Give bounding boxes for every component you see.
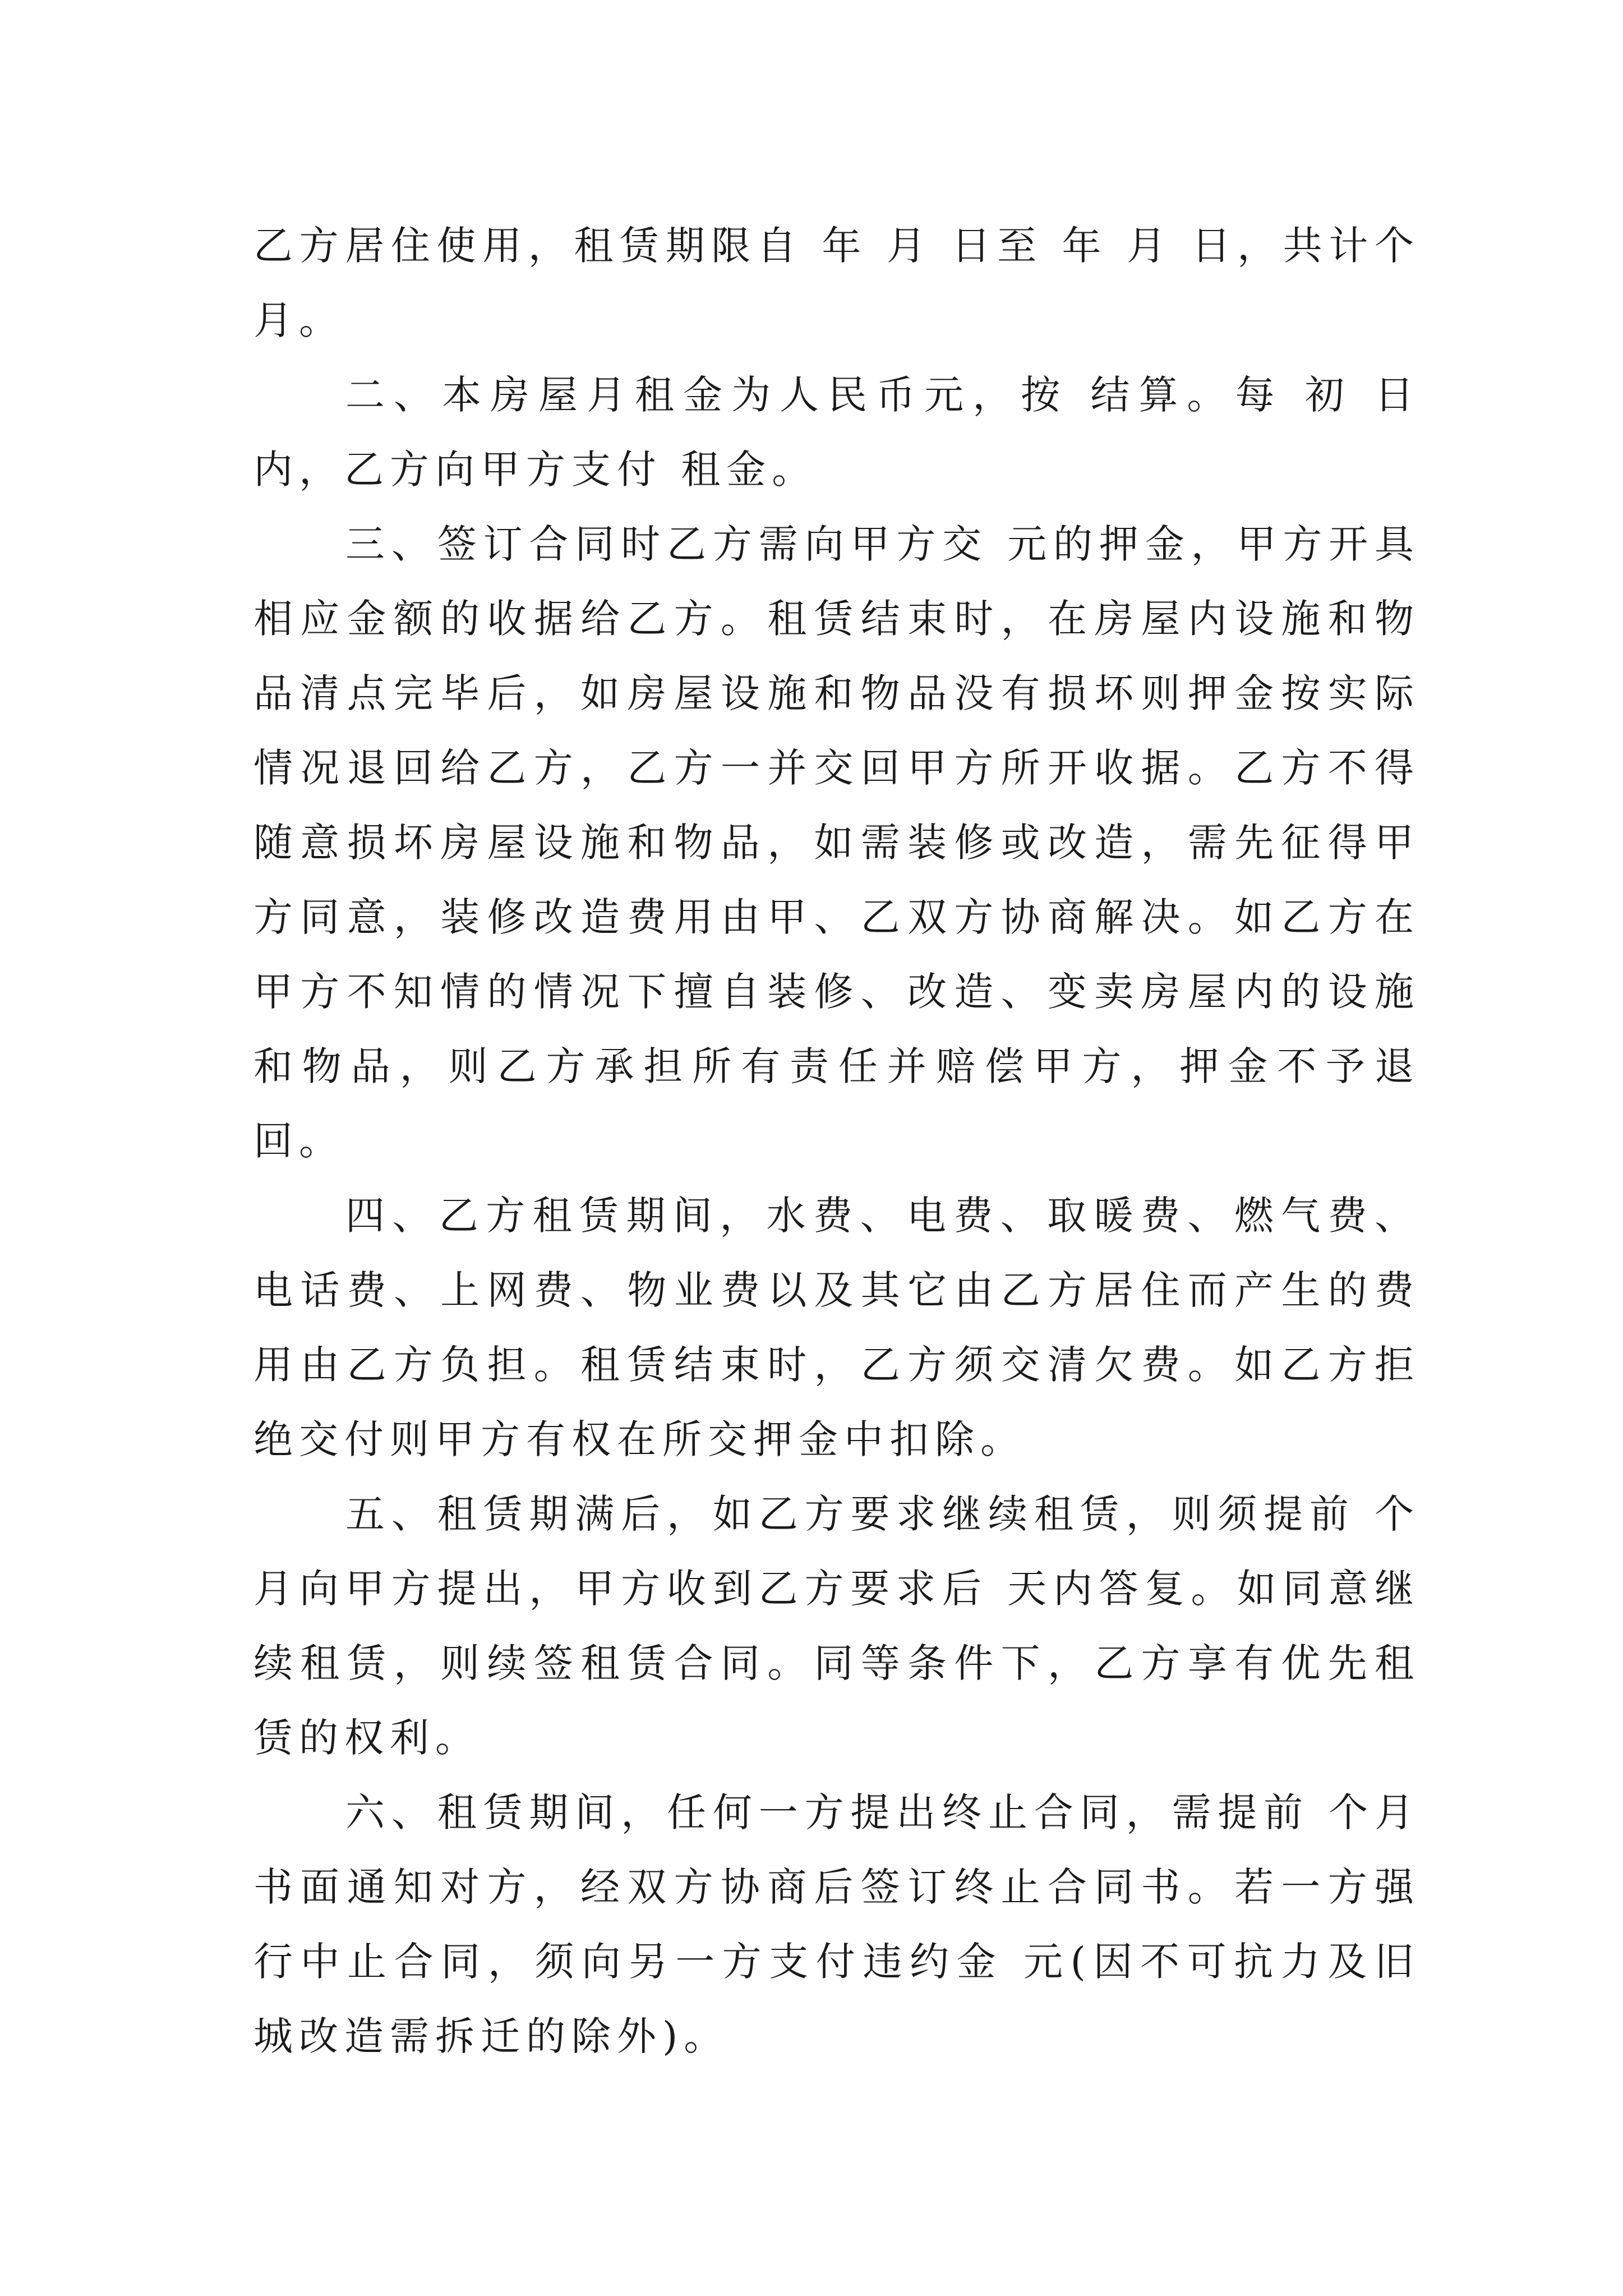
paragraph-utilities: 四、乙方租赁期间，水费、电费、取暖费、燃气费、电话费、上网费、物业费以及其它由乙方居住而产生的费用由乙方负担。租赁结束时，乙方须交清欠费。如乙方拒绝交付则甲方有权在所交押金中扣除。 xyxy=(253,1193,1420,1462)
paragraph-rent: 二、本房屋月租金为人民币元，按 结算。每 初 日内，乙方向甲方支付 租金。 xyxy=(253,372,1420,493)
paragraph-lease-term: 乙方居住使用，租赁期限自 年 月 日至 年 月 日，共计个月。 xyxy=(253,223,1420,343)
paragraph-termination: 六、租赁期间，任何一方提出终止合同，需提前 个月书面通知对方，经双方协商后签订终止合同书。若一方强行中止合同，须向另一方支付违约金 元(因不可抗力及旧城改造需拆迁的除外)。 xyxy=(253,1789,1420,2059)
paragraph-deposit: 三、签订合同时乙方需向甲方交 元的押金，甲方开具相应金额的收据给乙方。租赁结束时，在房屋内设施和物品清点完毕后，如房屋设施和物品没有损坏则押金按实际情况退回给乙方，乙方一并交回甲方所开收据。乙方不得随意损坏房屋设施和物品，如需装修或改造，需先征得甲方同意，装修改造费用由甲、乙双方协商解决。如乙方在甲方不知情的情况下擅自装修、改造、变卖房屋内的设施和物品，则乙方承担所有责任并赔偿甲方，押金不予退回。 xyxy=(253,521,1420,1164)
contract-body xyxy=(253,209,1420,2074)
paragraph-renewal: 五、租赁期满后，如乙方要求继续租赁，则须提前 个月向甲方提出，甲方收到乙方要求后 天内答复。如同意继续租赁，则续签租赁合同。同等条件下，乙方享有优先租赁的权利。 xyxy=(253,1491,1420,1761)
